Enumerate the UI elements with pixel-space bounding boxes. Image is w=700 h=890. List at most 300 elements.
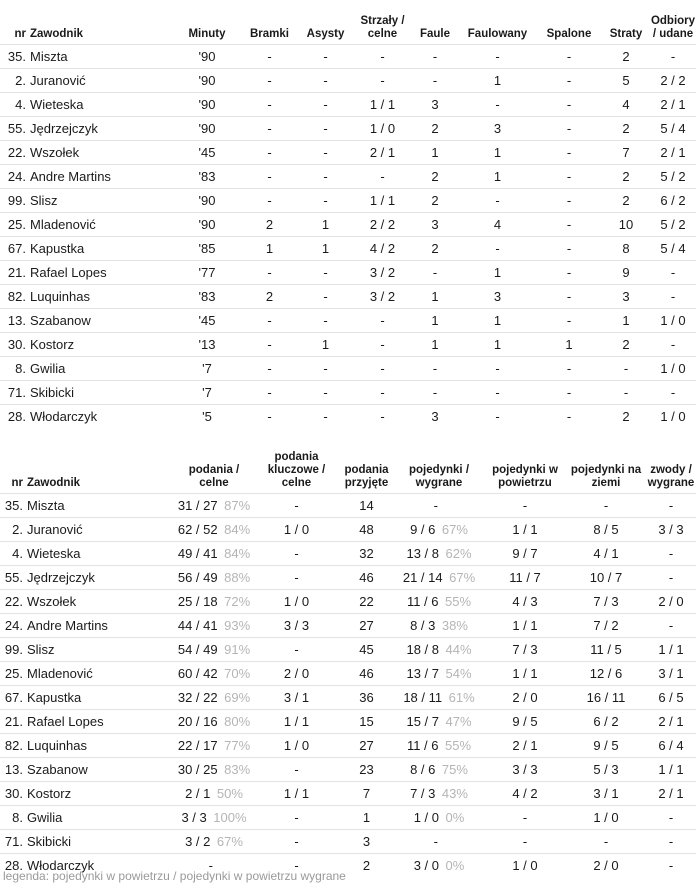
cell-fouled: - (495, 360, 500, 376)
cell-duels (394, 781, 484, 805)
cell-nr: 55. (4, 569, 23, 585)
cell-losses: 5 (622, 72, 630, 88)
cell-aerial-duels: - (522, 833, 528, 849)
cell-nr: 21. (7, 264, 26, 280)
cell-key-passes: - (294, 833, 299, 849)
cell-nr: 71. (4, 833, 23, 849)
cell-goals: - (267, 48, 272, 64)
table-row (0, 757, 696, 781)
cell-assists: 1 (321, 240, 330, 256)
cell-passes-received: 7 (362, 785, 371, 801)
cell-minutes: '7 (202, 384, 212, 400)
passes-value: 32 / 22 (177, 689, 218, 705)
cell-player: Wszołek (30, 144, 80, 160)
cell-fouls: 2 (431, 240, 439, 256)
cell-goals: - (267, 168, 272, 184)
cell-nr: 55. (7, 120, 26, 136)
cell-shots: - (380, 72, 385, 88)
cell-dribbles: - (668, 857, 674, 873)
cell-player: Kostorz (30, 336, 75, 352)
cell-offsides: - (566, 216, 572, 232)
cell-player: Andre Martins (30, 168, 111, 184)
cell-passes-received: 15 (359, 713, 374, 729)
passes-value: 56 / 49 (177, 569, 218, 585)
cell-duels (394, 733, 484, 757)
col-header-aerial-duels: pojedynki w powietrzu (492, 463, 558, 489)
cell-offsides: - (566, 48, 572, 64)
cell-losses: 3 (622, 288, 630, 304)
duels-percent: 55% (445, 593, 472, 609)
cell-offsides: - (566, 72, 572, 88)
cell-nr: 99. (4, 641, 23, 657)
cell-dribbles: - (668, 497, 674, 513)
cell-nr: 28. (4, 857, 23, 873)
cell-losses: 2 (622, 120, 630, 136)
cell-offsides: - (566, 264, 572, 280)
cell-key-passes: 2 / 0 (283, 665, 310, 681)
cell-player: Kapustka (30, 240, 85, 256)
player-stats-table (0, 4, 696, 428)
cell-shots: 3 / 2 (369, 288, 396, 304)
passes-percent: 93% (224, 617, 251, 633)
cell-aerial-duels: 4 / 2 (512, 785, 538, 801)
table-row (0, 733, 696, 757)
cell-assists: 1 (321, 336, 330, 352)
duels-value: 11 / 6 (406, 593, 439, 609)
cell-offsides: - (566, 360, 572, 376)
cell-nr: 22. (4, 593, 23, 609)
passes-percent: 50% (216, 785, 243, 801)
cell-assists: - (323, 312, 328, 328)
col-header-fouled: Faulowany (467, 27, 528, 40)
table-row (0, 92, 696, 116)
cell-goals: - (267, 96, 272, 112)
cell-nr: 30. (4, 785, 23, 801)
cell-tackles: - (670, 384, 676, 400)
cell-fouls: 2 (431, 168, 439, 184)
cell-duels (394, 853, 484, 877)
passes-value: 3 / 2 (185, 833, 211, 849)
cell-fouled: - (495, 48, 500, 64)
col-header-minutes: Minuty (188, 27, 226, 40)
table-row (0, 140, 696, 164)
cell-aerial-duels: - (522, 809, 528, 825)
duels-percent: 44% (445, 641, 472, 657)
passes-value: 3 / 3 (181, 809, 207, 825)
passes-value: 22 / 17 (177, 737, 218, 753)
cell-dribbles: - (668, 569, 674, 585)
duels-value: 18 / 11 (403, 689, 443, 705)
col-header-duels: pojedynki / wygrane (408, 463, 470, 489)
cell-tackles: - (670, 264, 676, 280)
passes-percent: 67% (216, 833, 243, 849)
cell-key-passes: 1 / 0 (283, 737, 310, 753)
cell-losses: - (623, 360, 629, 376)
cell-losses: 8 (622, 240, 630, 256)
table-row (0, 44, 696, 68)
cell-player: Mladenović (27, 665, 93, 681)
cell-player: Rafael Lopes (30, 264, 107, 280)
cell-ground-duels: 6 / 2 (593, 713, 619, 729)
cell-dribbles: - (668, 809, 674, 825)
col-header-goals: Bramki (250, 27, 289, 40)
cell-nr: 24. (4, 617, 23, 633)
cell-offsides: - (566, 408, 572, 424)
cell-nr: 67. (4, 689, 23, 705)
cell-fouled: 1 (493, 144, 502, 160)
col-header-fouls: Faule (419, 27, 451, 40)
duels-percent: 0% (445, 857, 465, 873)
cell-fouls: - (432, 384, 438, 400)
passes-value: 30 / 25 (177, 761, 218, 777)
cell-minutes: '83 (198, 168, 216, 184)
cell-tackles: - (670, 336, 676, 352)
cell-key-passes: - (294, 857, 299, 873)
col-header-player: Zawodnik (30, 27, 84, 40)
cell-passes-received: 36 (359, 689, 374, 705)
col-header-losses: Straty (609, 27, 643, 40)
col-header-passes: podania / celne (188, 463, 240, 489)
cell-shots: - (380, 384, 385, 400)
cell-key-passes: - (294, 641, 299, 657)
passes-percent: 87% (224, 497, 251, 513)
table-row (0, 517, 696, 541)
cell-losses: 2 (622, 48, 630, 64)
cell-passes-received: 1 (362, 809, 371, 825)
cell-minutes: '45 (198, 312, 216, 328)
cell-tackles: 5 / 4 (660, 240, 686, 256)
cell-player: Slisz (30, 192, 58, 208)
passes-percent: 84% (224, 521, 251, 537)
cell-ground-duels: 7 / 3 (593, 593, 619, 609)
cell-player: Gwilia (27, 809, 63, 825)
duels-value: 18 / 8 (406, 641, 439, 657)
cell-passes-received: 2 (362, 857, 371, 873)
cell-minutes: '13 (198, 336, 216, 352)
passes-value: 44 / 41 (177, 617, 218, 633)
cell-passes-received: 27 (359, 737, 374, 753)
cell-minutes: '90 (198, 120, 216, 136)
cell-player: Luquinhas (30, 288, 90, 304)
cell-nr: 99. (7, 192, 26, 208)
cell-duels (394, 829, 484, 853)
cell-player: Miszta (30, 48, 68, 64)
cell-goals: - (267, 264, 272, 280)
cell-assists: - (323, 192, 328, 208)
passes-percent: 91% (224, 641, 251, 657)
passes-value: 25 / 18 (177, 593, 218, 609)
cell-fouled: 1 (493, 336, 502, 352)
cell-fouls: - (432, 360, 438, 376)
cell-nr: 2. (12, 521, 23, 537)
duels-value: 9 / 6 (410, 521, 436, 537)
table-row (0, 332, 696, 356)
passes-value: 62 / 52 (177, 521, 218, 537)
cell-nr: 2. (15, 72, 26, 88)
table-row (0, 709, 696, 733)
cell-nr: 35. (4, 497, 23, 513)
cell-passes (174, 613, 254, 637)
cell-dribbles: - (668, 833, 674, 849)
cell-tackles: 2 / 2 (660, 72, 686, 88)
cell-assists: - (323, 288, 328, 304)
table-row (0, 212, 696, 236)
col-header-dribbles: zwody / wygrane (647, 463, 695, 489)
cell-player: Mladenović (30, 216, 96, 232)
table-row (0, 188, 696, 212)
cell-player: Miszta (27, 497, 65, 513)
passes-value: 60 / 42 (177, 665, 218, 681)
cell-assists: - (323, 360, 328, 376)
cell-player: Wszołek (27, 593, 77, 609)
cell-passes (174, 637, 254, 661)
cell-losses: 9 (622, 264, 630, 280)
passes-value: 31 / 27 (177, 497, 218, 513)
cell-fouls: 1 (431, 336, 439, 352)
cell-ground-duels: 5 / 3 (593, 761, 619, 777)
cell-player: Gwilia (30, 360, 66, 376)
cell-minutes: '7 (202, 360, 212, 376)
cell-duels (394, 589, 484, 613)
cell-shots: 1 / 1 (369, 96, 396, 112)
cell-offsides: - (566, 384, 572, 400)
cell-key-passes: 1 / 0 (283, 593, 310, 609)
passes-value: 20 / 16 (177, 713, 218, 729)
cell-minutes: '90 (198, 192, 216, 208)
col-header-ground-duels: pojedynki na ziemi (570, 463, 642, 489)
duels-value: - (433, 833, 438, 849)
cell-tackles: 5 / 2 (660, 216, 686, 232)
cell-losses: 1 (622, 312, 630, 328)
cell-fouls: - (432, 48, 438, 64)
cell-fouls: 2 (431, 120, 439, 136)
cell-goals: - (267, 384, 272, 400)
cell-passes (174, 805, 254, 829)
passing-duels-body (0, 493, 696, 877)
cell-player: Juranović (30, 72, 86, 88)
cell-aerial-duels: 1 / 1 (512, 617, 538, 633)
cell-offsides: - (566, 168, 572, 184)
duels-percent: 43% (441, 785, 468, 801)
cell-player: Juranović (27, 521, 83, 537)
duels-value: 13 / 8 (406, 545, 439, 561)
cell-key-passes: - (294, 545, 299, 561)
cell-aerial-duels: 9 / 5 (512, 713, 538, 729)
cell-player: Włodarczyk (27, 857, 95, 873)
cell-shots: - (380, 168, 385, 184)
cell-passes (174, 493, 254, 517)
cell-fouled: 3 (493, 120, 502, 136)
cell-passes (174, 733, 254, 757)
cell-minutes: '77 (198, 264, 216, 280)
cell-player: Kapustka (27, 689, 82, 705)
cell-fouled: - (495, 96, 500, 112)
cell-passes (174, 565, 254, 589)
table-row (0, 661, 696, 685)
cell-player: Luquinhas (27, 737, 87, 753)
cell-duels (394, 613, 484, 637)
cell-duels (394, 709, 484, 733)
col-header-assists: Asysty (306, 27, 345, 40)
duels-value: - (433, 497, 438, 513)
cell-passes-received: 32 (359, 545, 374, 561)
cell-fouls: 2 (431, 192, 439, 208)
table-row (0, 685, 696, 709)
cell-minutes: '85 (198, 240, 216, 256)
cell-tackles: 2 / 1 (660, 144, 686, 160)
cell-passes (174, 781, 254, 805)
passes-percent: 83% (224, 761, 251, 777)
cell-key-passes: - (294, 761, 299, 777)
cell-aerial-duels: 9 / 7 (512, 545, 538, 561)
cell-duels (394, 757, 484, 781)
cell-losses: 7 (622, 144, 630, 160)
cell-shots: 1 / 1 (369, 192, 396, 208)
table-row (0, 284, 696, 308)
cell-losses: 10 (618, 216, 634, 232)
cell-nr: 82. (7, 288, 26, 304)
cell-aerial-duels: - (522, 497, 528, 513)
cell-ground-duels: 4 / 1 (593, 545, 619, 561)
cell-ground-duels: 7 / 2 (593, 617, 619, 633)
cell-nr: 22. (7, 144, 26, 160)
cell-ground-duels: - (603, 833, 609, 849)
table-row (0, 589, 696, 613)
col-header-nr: nr (14, 27, 26, 40)
table-row (0, 404, 696, 428)
cell-passes (174, 757, 254, 781)
duels-value: 11 / 6 (406, 737, 439, 753)
cell-nr: 25. (4, 665, 23, 681)
cell-assists: - (323, 408, 328, 424)
cell-ground-duels: 1 / 0 (593, 809, 619, 825)
passes-percent: 84% (224, 545, 251, 561)
cell-dribbles: 1 / 1 (658, 641, 684, 657)
cell-shots: 2 / 2 (369, 216, 396, 232)
table-row (0, 637, 696, 661)
cell-fouls: 1 (431, 288, 439, 304)
cell-minutes: '90 (198, 96, 216, 112)
cell-goals: - (267, 144, 272, 160)
cell-player: Wieteska (30, 96, 84, 112)
col-header-passes-received: podania przyjęte (344, 463, 389, 489)
player-stats-body (0, 44, 696, 428)
cell-player: Jędrzejczyk (30, 120, 98, 136)
cell-passes (174, 661, 254, 685)
cell-assists: - (323, 48, 328, 64)
cell-assists: - (323, 96, 328, 112)
cell-player: Rafael Lopes (27, 713, 104, 729)
cell-assists: - (323, 72, 328, 88)
cell-fouls: 1 (431, 144, 439, 160)
cell-player: Skibicki (27, 833, 72, 849)
cell-tackles: - (670, 288, 676, 304)
cell-player: Skibicki (30, 384, 75, 400)
table-row (0, 68, 696, 92)
cell-assists: - (323, 120, 328, 136)
table-row (0, 493, 696, 517)
cell-key-passes: 1 / 0 (283, 521, 310, 537)
cell-losses: 2 (622, 336, 630, 352)
passes-percent: 88% (224, 569, 251, 585)
cell-nr: 13. (7, 312, 26, 328)
cell-passes (174, 829, 254, 853)
cell-offsides: - (566, 288, 572, 304)
cell-ground-duels: 8 / 5 (593, 521, 619, 537)
cell-ground-duels: 9 / 5 (593, 737, 619, 753)
cell-fouls: - (432, 264, 438, 280)
cell-aerial-duels: 3 / 3 (512, 761, 538, 777)
cell-aerial-duels: 1 / 1 (512, 521, 538, 537)
col-header-tackles: Odbiory / udane (650, 14, 696, 40)
duels-percent: 67% (441, 521, 468, 537)
cell-nr: 4. (12, 545, 23, 561)
cell-passes (174, 541, 254, 565)
cell-dribbles: 6 / 5 (658, 689, 684, 705)
cell-player: Włodarczyk (30, 408, 98, 424)
cell-offsides: 1 (565, 336, 573, 352)
cell-nr: 21. (4, 713, 23, 729)
cell-offsides: - (566, 96, 572, 112)
cell-shots: - (380, 360, 385, 376)
table-row (0, 781, 696, 805)
cell-minutes: '90 (198, 48, 216, 64)
cell-nr: 71. (7, 384, 26, 400)
cell-dribbles: 2 / 0 (658, 593, 684, 609)
cell-aerial-duels: 7 / 3 (512, 641, 538, 657)
cell-dribbles: 1 / 1 (658, 761, 684, 777)
table-row (0, 164, 696, 188)
cell-nr: 25. (7, 216, 26, 232)
table-row (0, 613, 696, 637)
duels-percent: 55% (445, 737, 472, 753)
cell-shots: 3 / 2 (369, 264, 396, 280)
table-row (0, 356, 696, 380)
cell-nr: 4. (15, 96, 26, 112)
cell-offsides: - (566, 240, 572, 256)
duels-percent: 67% (449, 569, 476, 585)
cell-fouls: 3 (431, 216, 439, 232)
cell-losses: 4 (622, 96, 630, 112)
duels-percent: 62% (445, 545, 472, 561)
cell-ground-duels: 11 / 5 (590, 641, 622, 657)
cell-goals: - (267, 312, 272, 328)
cell-nr: 35. (7, 48, 26, 64)
duels-percent: 75% (441, 761, 468, 777)
cell-minutes: '45 (198, 144, 216, 160)
cell-passes-received: 46 (359, 665, 374, 681)
cell-fouled: 3 (493, 288, 502, 304)
cell-tackles: 5 / 4 (660, 120, 686, 136)
cell-goals: 2 (265, 216, 274, 232)
cell-minutes: '90 (198, 72, 216, 88)
cell-duels (394, 661, 484, 685)
cell-passes-received: 48 (359, 521, 374, 537)
cell-fouled: 1 (493, 72, 502, 88)
passes-percent: 72% (224, 593, 251, 609)
cell-passes (174, 685, 254, 709)
cell-dribbles: 2 / 1 (658, 785, 684, 801)
duels-value: 1 / 0 (413, 809, 439, 825)
cell-assists: - (323, 168, 328, 184)
duels-value: 15 / 7 (406, 713, 439, 729)
cell-assists: 1 (321, 216, 330, 232)
cell-fouled: - (495, 384, 500, 400)
cell-duels (394, 805, 484, 829)
cell-aerial-duels: 11 / 7 (509, 569, 541, 585)
cell-key-passes: 3 / 3 (283, 617, 310, 633)
duels-percent: 54% (445, 665, 472, 681)
